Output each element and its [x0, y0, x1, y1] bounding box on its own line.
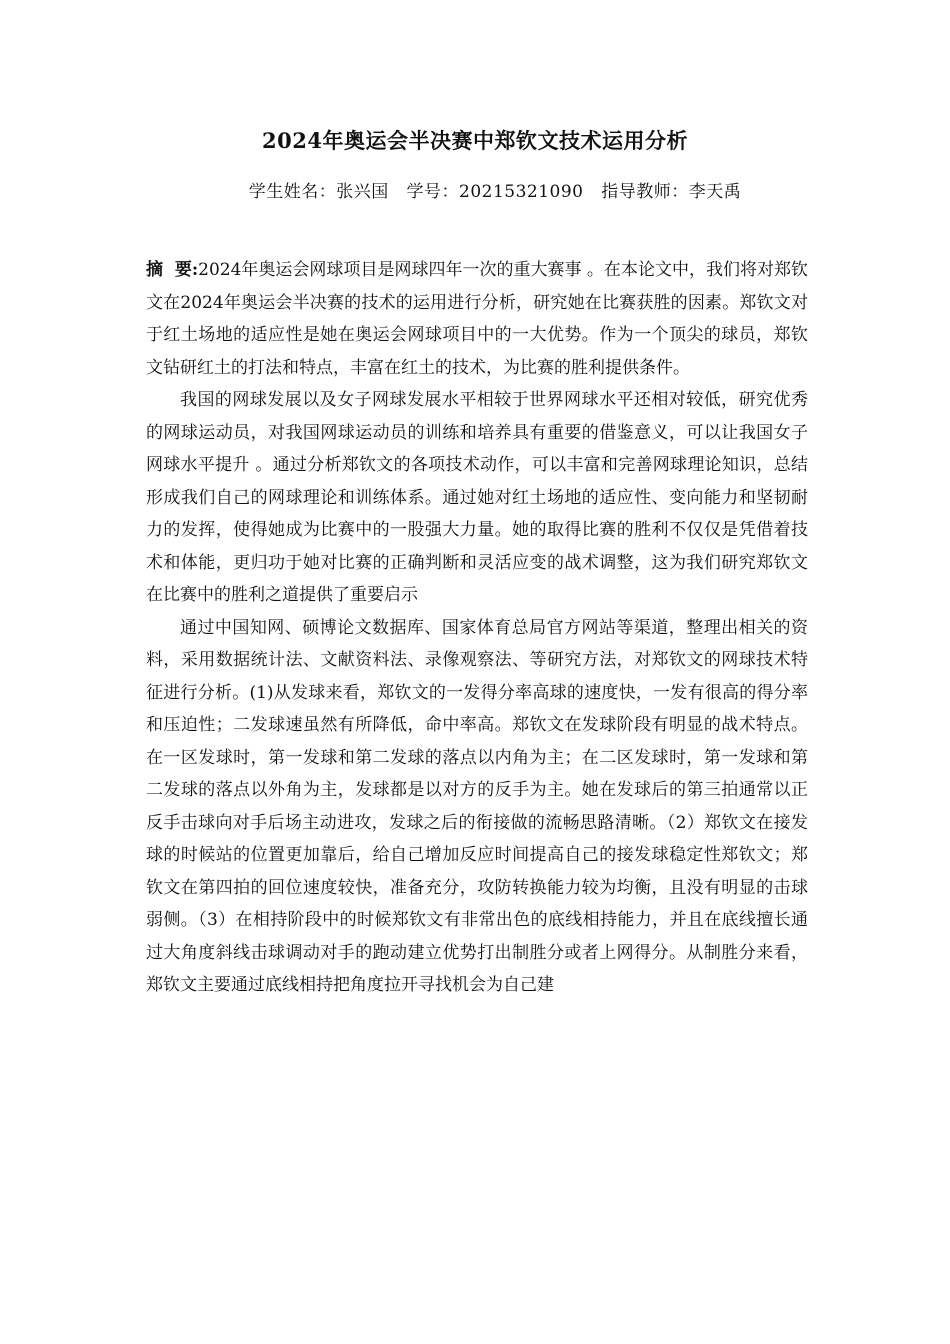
- abstract-paragraph: [146, 254, 808, 384]
- abstract-label: 摘 要:: [146, 260, 199, 280]
- student-id: 20215321090: [459, 182, 584, 202]
- body-paragraph-2: 通过中国知网、硕博论文数据库、国家体育总局官方网站等渠道，整理出相关的资料，采用数据统计法、文献资料法、录像观察法、等研究方法，对郑钦文的网球技术特征进行分析。(1)从发球来看，郑钦文的一发得分率高球的速度快，一发有很高的得分率和压迫性；二发球速虽然有所降低，命中率高。郑钦文在发球阶段有明显的战术特点。在一区发球时，第一发球和第二发球的落点以内角为主；在二区发球时，第一发球和第二发球的落点以外角为主，发球都是以对方的反手为主。她在发球后的第三拍通常以正反手击球向对手后场主动进攻，发球之后的衔接做的流畅思路清晰。（2）郑钦文在接发球的时候站的位置更加靠后，给自己增加反应时间提高自己的接发球稳定性郑钦文；郑钦文在第四拍的回位速度较快，准备充分，攻防转换能力较为均衡，且没有明显的击球弱侧。（3）在相持阶段中的时候郑钦文有非常出色的底线相持能力，并且在底线擅长通过大角度斜线击球调动对手的跑动建立优势打出制胜分或者上网得分。从制胜分来看，郑钦文主要通过底线相持把角度拉开寻找机会为自己建: [146, 617, 808, 995]
- paper-title: 2024年奥运会半决赛中郑钦文技术运用分析: [262, 128, 688, 153]
- body-paragraph-1: 我国的网球发展以及女子网球发展水平相较于世界网球水平还相对较低，研究优秀的网球运动员，对我国网球运动员的训练和培养具有重要的借鉴意义，可以让我国女子网球水平提升 。通过分析郑钦文的各项技术动作，可以丰富和完善网球理论知识，总结形成我们自己的网球理论和训练体系。通过她对红土场地的适应性、变向能力和坚韧耐力的发挥，使得她成为比赛中的一股强大力量。她的取得比赛的胜利不仅仅是凭借着技术和体能，更归功于她对比赛的正确判断和灵活应变的战术调整，这为我们研究郑钦文在比赛中的胜利之道提供了重要启示: [146, 390, 808, 605]
- author-info-line: [0, 178, 950, 206]
- paper-body: [146, 254, 808, 1002]
- abstract-text: 2024年奥运会网球项目是网球四年一次的重大赛事 。在本论文中，我们将对郑钦文在2024年奥运会半决赛的技术的运用进行分析，研究她在比赛获胜的因素。郑钦文对于红土场地的适应性是她在奥运会网球项目中的一大优势。作为一个顶尖的球员，郑钦文钻研红土的打法和特点，丰富在红土的技术，为比赛的胜利提供条件。: [146, 260, 808, 378]
- advisor-label: 指导教师：: [601, 182, 689, 202]
- student-id-label: 学号：: [406, 182, 459, 202]
- student-name-label: 学生姓名：: [248, 182, 337, 202]
- student-name: 张兴国: [336, 182, 389, 202]
- advisor-name: 李天禹: [688, 182, 742, 202]
